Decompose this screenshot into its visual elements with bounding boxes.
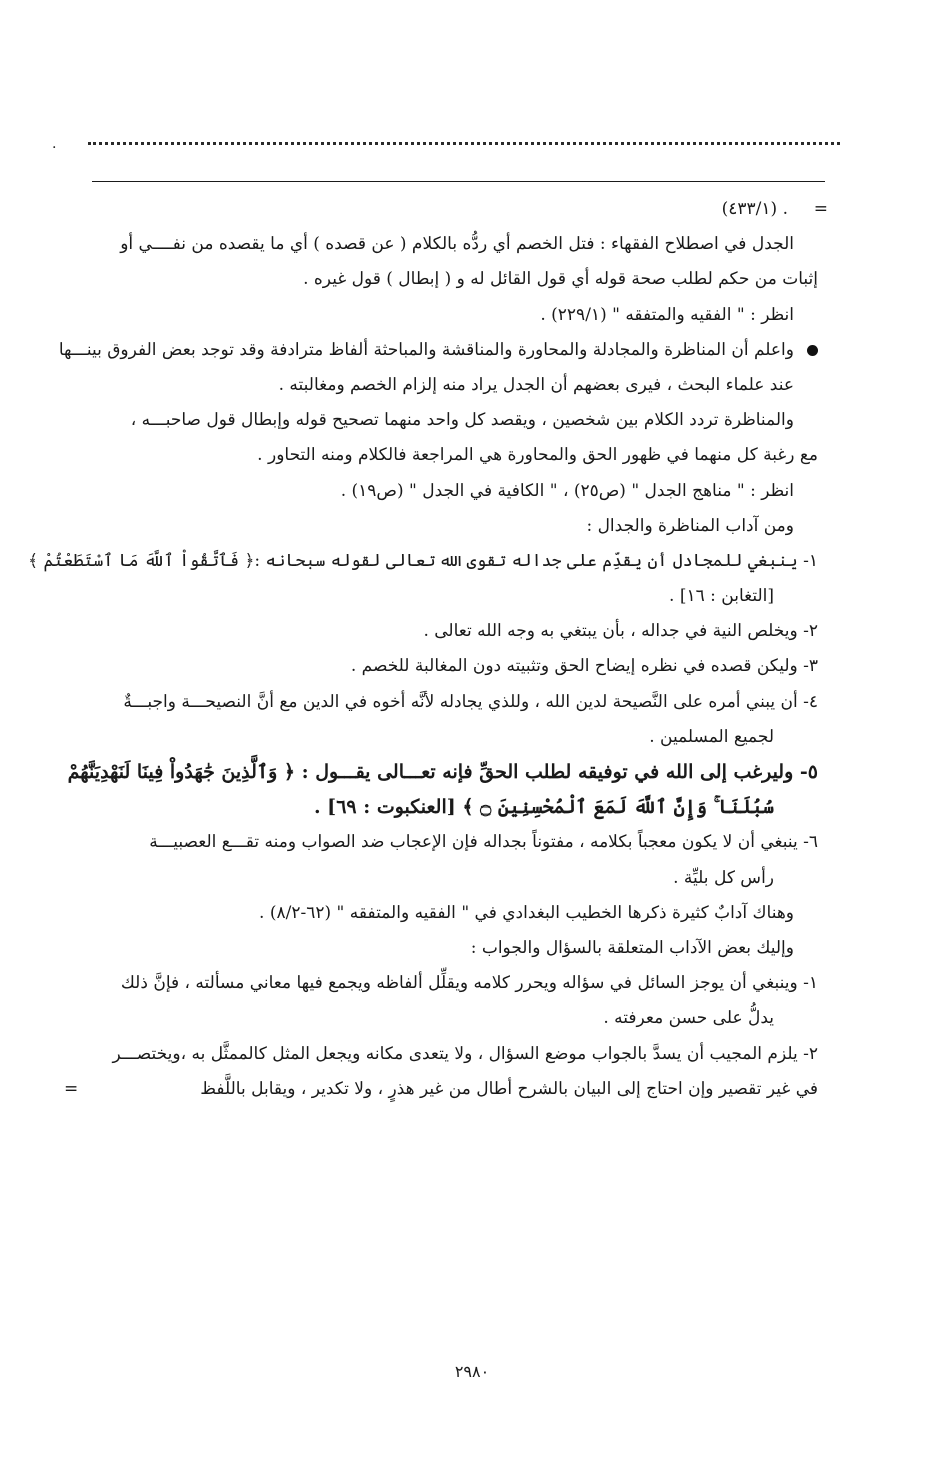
text-line: ٢- ويخلص النية في جداله ، بأن يبتغي به وجه الله تعالى .: [423, 621, 818, 642]
margin-dot: .: [52, 136, 57, 152]
text-line: ٥- وليرغب إلى الله في توفيقه لطلب الحقِّ فإنه تعـــالى يقـــول : ﴿ وَٱلَّذِينَ جَٰهَدُواْ فِينَا لَنَهْدِيَنَّهُمْ: [67, 761, 818, 783]
text-line: عند علماء البحث ، فيرى بعضهم أن الجدل يراد منه إلزام الخصم ومغالبته .: [278, 374, 794, 395]
text-line: ٣- وليكن قصده في نظره إيضاح الحق وتثبيته دون المغالبة للخصم .: [350, 656, 818, 677]
text-line: سُبُلَنَا ۚ وَإِنَّ ٱللَّهَ لَمَعَ ٱلْمُحْسِنِينَ ۝ ﴾ [العنكبوت : ٦٩] .: [313, 796, 774, 819]
text-line: ٦- ينبغي أن لا يكون معجباً بكلامه ، مفتوناً بجداله فإن الإعجاب ضد الصواب ومنه تقـــع العصبيـــة: [149, 832, 818, 853]
bullet-icon: [807, 345, 818, 356]
text-line: ١- ينبغي للمجادل أن يقدِّم على جداله تقوى الله تعالى لقوله سبحانه :﴿ فَٱتَّقُواْ ٱللَّهَ مَا ٱسْتَطَعْتُمْ ﴾: [28, 550, 818, 571]
text-line: ٤- أن يبني أمره على النَّصيحة لدين الله ، وللذي يجادله لأنَّه أخوه في الدين مع أنَّ النصيحـــة واجبـــةٌ: [123, 691, 818, 712]
text-line: رأس كل بليِّة .: [673, 867, 774, 888]
footnote-text: [28, 192, 828, 1107]
text-line: ومن آداب المناظرة والجدال :: [586, 515, 794, 536]
text-line: انظر : " مناهج الجدل " (ص٢٥) ، " الكافية في الجدل " (ص١٩) .: [340, 480, 794, 501]
text-line: الجدل في اصطلاح الفقهاء : فتل الخصم أي ردُّه بالكلام ( عن قصده ) أي ما يقصده من نفــــي أو: [120, 234, 794, 255]
text-line: ٢- يلزم المجيب أن يسدَّ بالجواب موضع السؤال ، ولا يتعدى مكانه ويجعل المثل كالممثَّل به ،ويختصـــر: [112, 1043, 818, 1064]
text-line: واعلم أن المناظرة والمجادلة والمحاورة والمناقشة والمباحثة ألفاظ مترادفة وقد توجد بعض الفروق بينـــها: [76, 333, 818, 368]
text-line: وهناك آدابٌ كثيرة ذكرها الخطيب البغدادي في " الفقيه والمتفقه " (٦٢-٨/٢) .: [259, 902, 794, 923]
text-line: ١- وينبغي أن يوجز السائل في سؤاله ويحرر كلامه ويقلِّل ألفاظه ويجمع فيها معاني مسألته ، فإنَّ ذلك: [120, 973, 818, 994]
text-line: لجميع المسلمين .: [649, 726, 774, 747]
dotted-separator: [88, 142, 840, 145]
page-number: ٢٩٨٠: [454, 1362, 490, 1381]
text-line: مع رغبة كل منهما في ظهور الحق والمحاورة هي المراجعة فالكلام ومنه التحاور .: [257, 445, 818, 466]
text-line: [التغابن : ١٦] .: [669, 586, 774, 607]
text-line: انظر : " الفقيه والمتفقه " (٢٢٩/١) .: [540, 304, 794, 325]
continuation-marker: =: [813, 199, 828, 219]
continuation-marker: =: [64, 1078, 79, 1099]
footnote-separator: [92, 181, 825, 182]
text-line: يدلُّ على حسن معرفته .: [603, 1008, 774, 1029]
text-line: والمناظرة تردد الكلام بين شخصين ، ويقصد كل واحد منهما تصحيح قوله وإبطال قول صاحبـــه ،: [130, 410, 794, 431]
text-line: = في غير تقصير وإن احتاج إلى البيان بالشرح أطال من غير هذرٍ ، ولا تكدير ، ويقابل باللَّفظ: [76, 1072, 818, 1107]
text-line: = . (٤٣٣/١): [76, 192, 818, 227]
text-line: وإليك بعض الآداب المتعلقة بالسؤال والجواب :: [470, 937, 794, 958]
text-line: إثبات من حكم لطلب صحة قوله أي قول القائل له و ( إبطال ) قول غيره .: [303, 269, 818, 290]
